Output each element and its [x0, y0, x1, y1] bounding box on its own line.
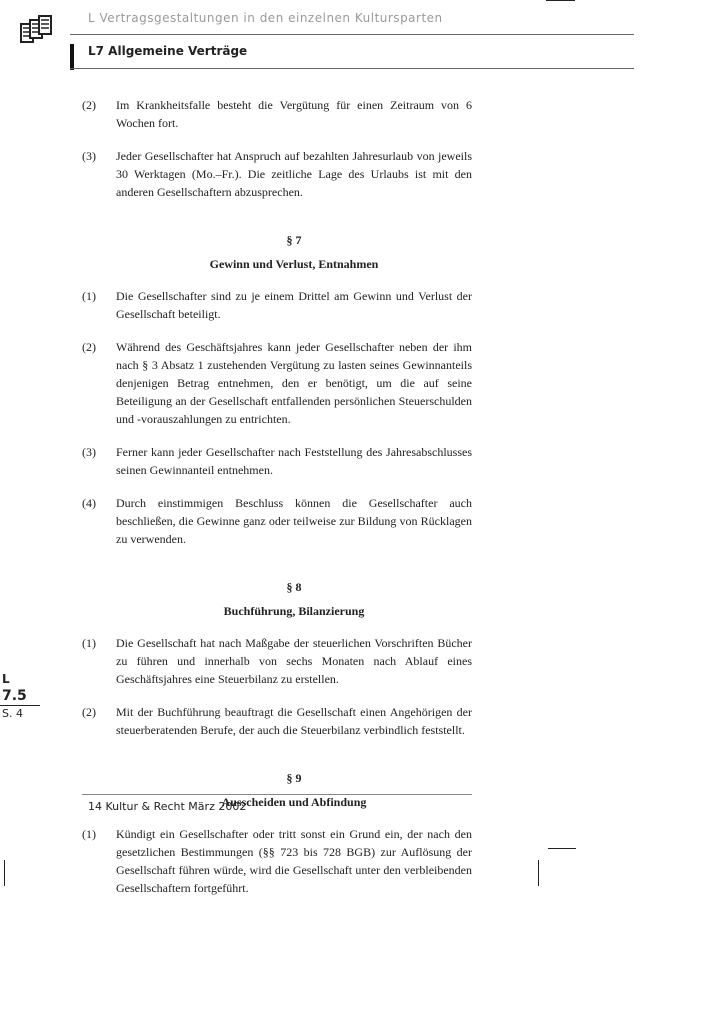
paragraph-text: Während des Geschäftsjahres kann jeder Gesellschafter neben der ihm nach § 3 Absatz 1 zustehenden Vergütung zu lasten seines Gewinnanteils denjenigen Betrag entnehmen, den er benötigt, um die auf seine Beteiligung an der Gesellschaft entfallenden persönlichen Steuerschulden und -vorauszahlungen zu entrichten. [116, 340, 472, 426]
paragraph-number: (3) [82, 149, 96, 163]
section-title: Buchführung, Bilanzierung [223, 604, 365, 618]
crop-mark-bottom [548, 848, 576, 849]
paragraph [82, 703, 472, 739]
paragraph-number: (1) [82, 636, 96, 650]
paragraph [82, 287, 472, 323]
header-divider-top [70, 34, 634, 35]
paragraph-number: (3) [82, 445, 96, 459]
crop-mark-top [546, 0, 575, 1]
running-header-section: L7 Allgemeine Verträge [88, 44, 248, 58]
paragraph [82, 338, 472, 428]
crop-mark-right [538, 860, 539, 886]
paragraph-text: Im Krankheitsfalle besteht die Vergütung für einen Zeitraum von 6 Wochen fort. [116, 98, 472, 130]
section-title: Gewinn und Verlust, Entnahmen [209, 257, 379, 271]
section-number: § 8 [286, 580, 302, 594]
running-header-chapter: L Vertragsgestaltungen in den einzelnen Kultursparten [88, 11, 443, 25]
paragraph-text: Kündigt ein Gesellschafter oder tritt sonst ein Grund ein, der nach den gesetzlichen Bestimmungen (§§ 723 bis 728 BGB) zur Auflösung der Gesellschaft führen würde, wird die Gesellschaft unter den verbleibenden Gesellschaftern fortgeführt. [116, 827, 472, 895]
section-title: Ausscheiden und Abfindung [221, 795, 367, 809]
paragraph-text: Mit der Buchführung beauftragt die Gesellschaft einen Angehörigen der steuerberatenden Berufe, der auch die Steuerbilanz verbindlich feststellt. [116, 705, 472, 737]
paragraph-number: (4) [82, 496, 96, 510]
chapter-letter: L [2, 672, 10, 686]
paragraph-text: Jeder Gesellschafter hat Anspruch auf bezahlten Jahresurlaub von jeweils 30 Werktagen (Mo.–Fr.). Die zeitliche Lage des Urlaubs ist mit den anderen Gesellschaftern abzusprechen. [116, 149, 472, 199]
paragraph-text: Die Gesellschafter sind zu je einem Drittel am Gewinn und Verlust der Gesellschaft beteiligt. [116, 289, 472, 321]
paragraph-number: (2) [82, 705, 96, 719]
paragraph-number: (1) [82, 289, 96, 303]
header-divider-bottom [70, 68, 634, 69]
section-number: § 9 [286, 771, 302, 785]
paragraph [82, 96, 472, 132]
chapter-page: S. 4 [2, 707, 23, 720]
paragraph [82, 147, 472, 201]
document-stack-icon [20, 15, 54, 45]
header-accent-bar [70, 44, 74, 70]
paragraph-number: (2) [82, 340, 96, 354]
chapter-number: 7.5 [0, 687, 40, 706]
paragraph-text: Durch einstimmigen Beschluss können die Gesellschafter auch beschließen, die Gewinne ganz oder teilweise zur Bildung von Rücklagen zu verwenden. [116, 496, 472, 546]
document-body [82, 96, 472, 912]
section-number: § 7 [286, 233, 302, 247]
chapter-marker [0, 672, 40, 722]
paragraph [82, 494, 472, 548]
paragraph-text: Ferner kann jeder Gesellschafter nach Feststellung des Jahresabschlusses seinen Gewinnanteil entnehmen. [116, 445, 472, 477]
crop-mark-left [4, 860, 5, 886]
footer-divider [82, 794, 472, 795]
paragraph-number: (1) [82, 827, 96, 841]
footer-publication: 14 Kultur & Recht März 2002 [88, 800, 247, 813]
paragraph-number: (2) [82, 98, 96, 112]
paragraph [82, 634, 472, 688]
paragraph-text: Die Gesellschaft hat nach Maßgabe der steuerlichen Vorschriften Bücher zu führen und innerhalb von sechs Monaten nach Ablauf eines Geschäftsjahres eine Steuerbilanz zu erstellen. [116, 636, 472, 686]
paragraph [82, 825, 472, 897]
paragraph [82, 443, 472, 479]
